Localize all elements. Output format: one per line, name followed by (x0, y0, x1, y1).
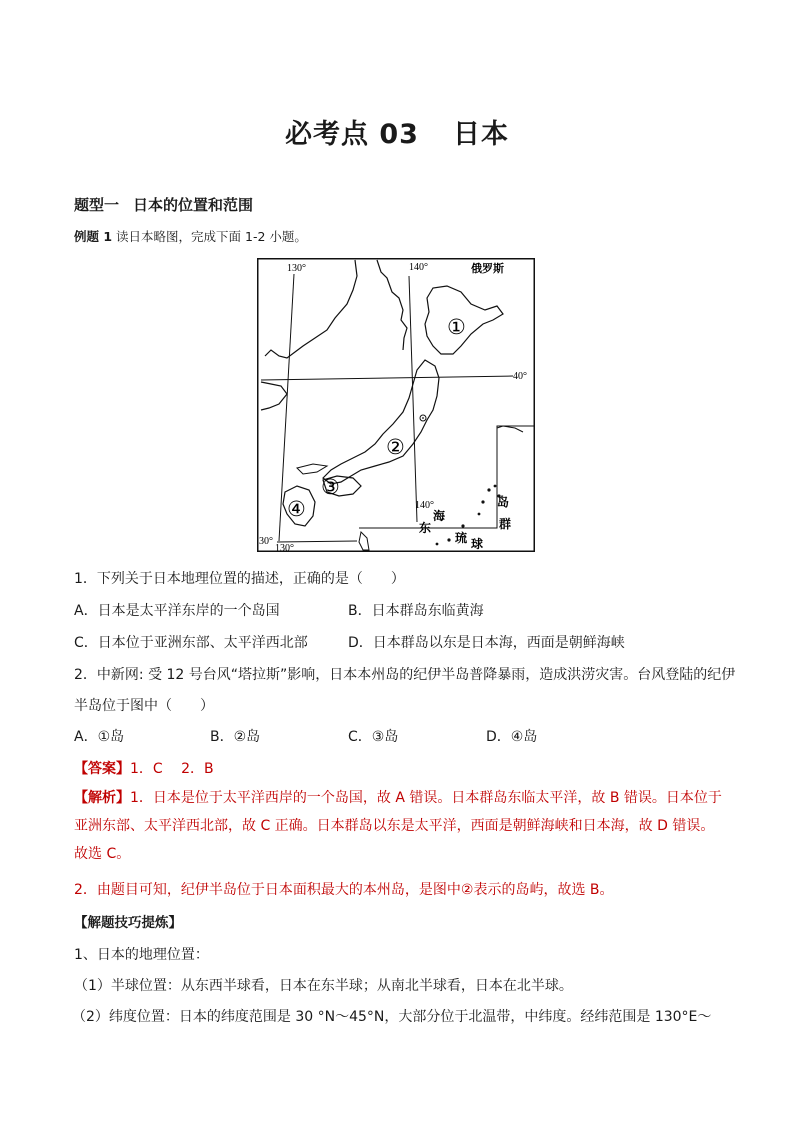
title-part-2: 日本 (452, 119, 509, 150)
islands-label-2: 群 (499, 517, 512, 531)
island-dot (478, 513, 481, 516)
page-title (0, 112, 794, 151)
q1-stem: 1．下列关于日本地理位置的描述，正确的是（ ） (74, 571, 405, 587)
tips-line-3: （2）纬度位置：日本的纬度范围是 30 °N～45°N，大部分位于北温带，中纬度。经纬范围是 130°E～ (72, 1009, 712, 1025)
q2-option-c: C．③岛 (348, 729, 399, 745)
lon-140-mid-label: 140° (415, 500, 434, 511)
section-name: 日本的位置和范围 (133, 196, 254, 214)
q1-option-b: B．日本群岛东临黄海 (348, 603, 484, 619)
island-dot (481, 500, 484, 503)
ryukyu-label-1: 琉 (455, 531, 468, 545)
lon-130-bottom-label: 130° (275, 543, 294, 552)
q2-stem-line-2: 半岛位于图中（ ） (74, 698, 214, 714)
lat-30-label: 30° (259, 536, 273, 547)
russia-label: 俄罗斯 (471, 262, 504, 275)
east-sea-label-2: 海 (433, 509, 446, 523)
marker-3: ③ (321, 475, 340, 499)
lon-140-top-label: 140° (409, 262, 428, 273)
section-label: 题型一 (74, 196, 120, 214)
example-text: 读日本略图，完成下面 1-2 小题。 (116, 229, 307, 244)
q2-stem-line-1: 2．中新网: 受 12 号台风“塔拉斯”影响，日本本州岛的纪伊半岛普降暴雨，造成洪涝灾害。台风登陆的纪伊 (74, 667, 736, 683)
lon-130-top-label: 130° (287, 263, 306, 274)
islands-label-1: 岛 (497, 495, 510, 509)
analysis-label: 【解析】 (74, 790, 130, 806)
marker-4: ④ (287, 497, 306, 521)
section-heading (74, 194, 253, 215)
tips-heading: 【解题技巧提炼】 (74, 915, 182, 931)
answer-text: 1．C 2．B (130, 761, 214, 777)
answer-line (74, 758, 214, 778)
marker-1: ① (447, 315, 466, 339)
tips-line-1: 1、日本的地理位置： (74, 947, 209, 963)
marker-2: ② (386, 435, 405, 459)
japan-map (257, 258, 535, 552)
answer-label: 【答案】 (74, 761, 130, 777)
q1-option-c: C．日本位于亚洲东部、太平洋西北部 (74, 635, 308, 651)
analysis-text-1: 1．日本是位于太平洋西岸的一个岛国，故 A 错误。日本群岛东临太平洋，故 B 错误。日本位于亚洲东部、太平洋西北部，故 C 正确。日本群岛以东是太平洋，西面是朝鲜海峡和日本海，故 D 错误。故选 C。 (74, 790, 722, 862)
example-intro (74, 227, 307, 245)
q2-option-d: D．④岛 (486, 729, 538, 745)
island-dot (436, 543, 439, 546)
example-label: 例题 1 (74, 229, 113, 244)
tips-line-2: （1）半球位置：从东西半球看，日本在东半球；从南北半球看，日本在北半球。 (74, 978, 573, 994)
analysis-para-1 (74, 784, 724, 868)
island-dot (487, 488, 490, 491)
lat-40-label: 40° (513, 371, 527, 382)
q1-option-a: A．日本是太平洋东岸的一个岛国 (74, 603, 280, 619)
island-dot (494, 485, 497, 488)
title-part-1: 必考点 03 (285, 119, 419, 150)
east-sea-label-1: 东 (419, 521, 432, 535)
island-dot (447, 538, 450, 541)
q2-option-a: A．①岛 (74, 729, 125, 745)
q1-option-d: D．日本群岛以东是日本海，西面是朝鲜海峡 (348, 635, 625, 651)
q2-option-b: B．②岛 (210, 729, 261, 745)
analysis-para-2: 2．由题目可知，纪伊半岛位于日本面积最大的本州岛，是图中②表示的岛屿，故选 B。 (74, 882, 614, 898)
ryukyu-label-2: 球 (471, 537, 484, 551)
island-dot (461, 524, 464, 527)
capital-dot (422, 417, 424, 419)
